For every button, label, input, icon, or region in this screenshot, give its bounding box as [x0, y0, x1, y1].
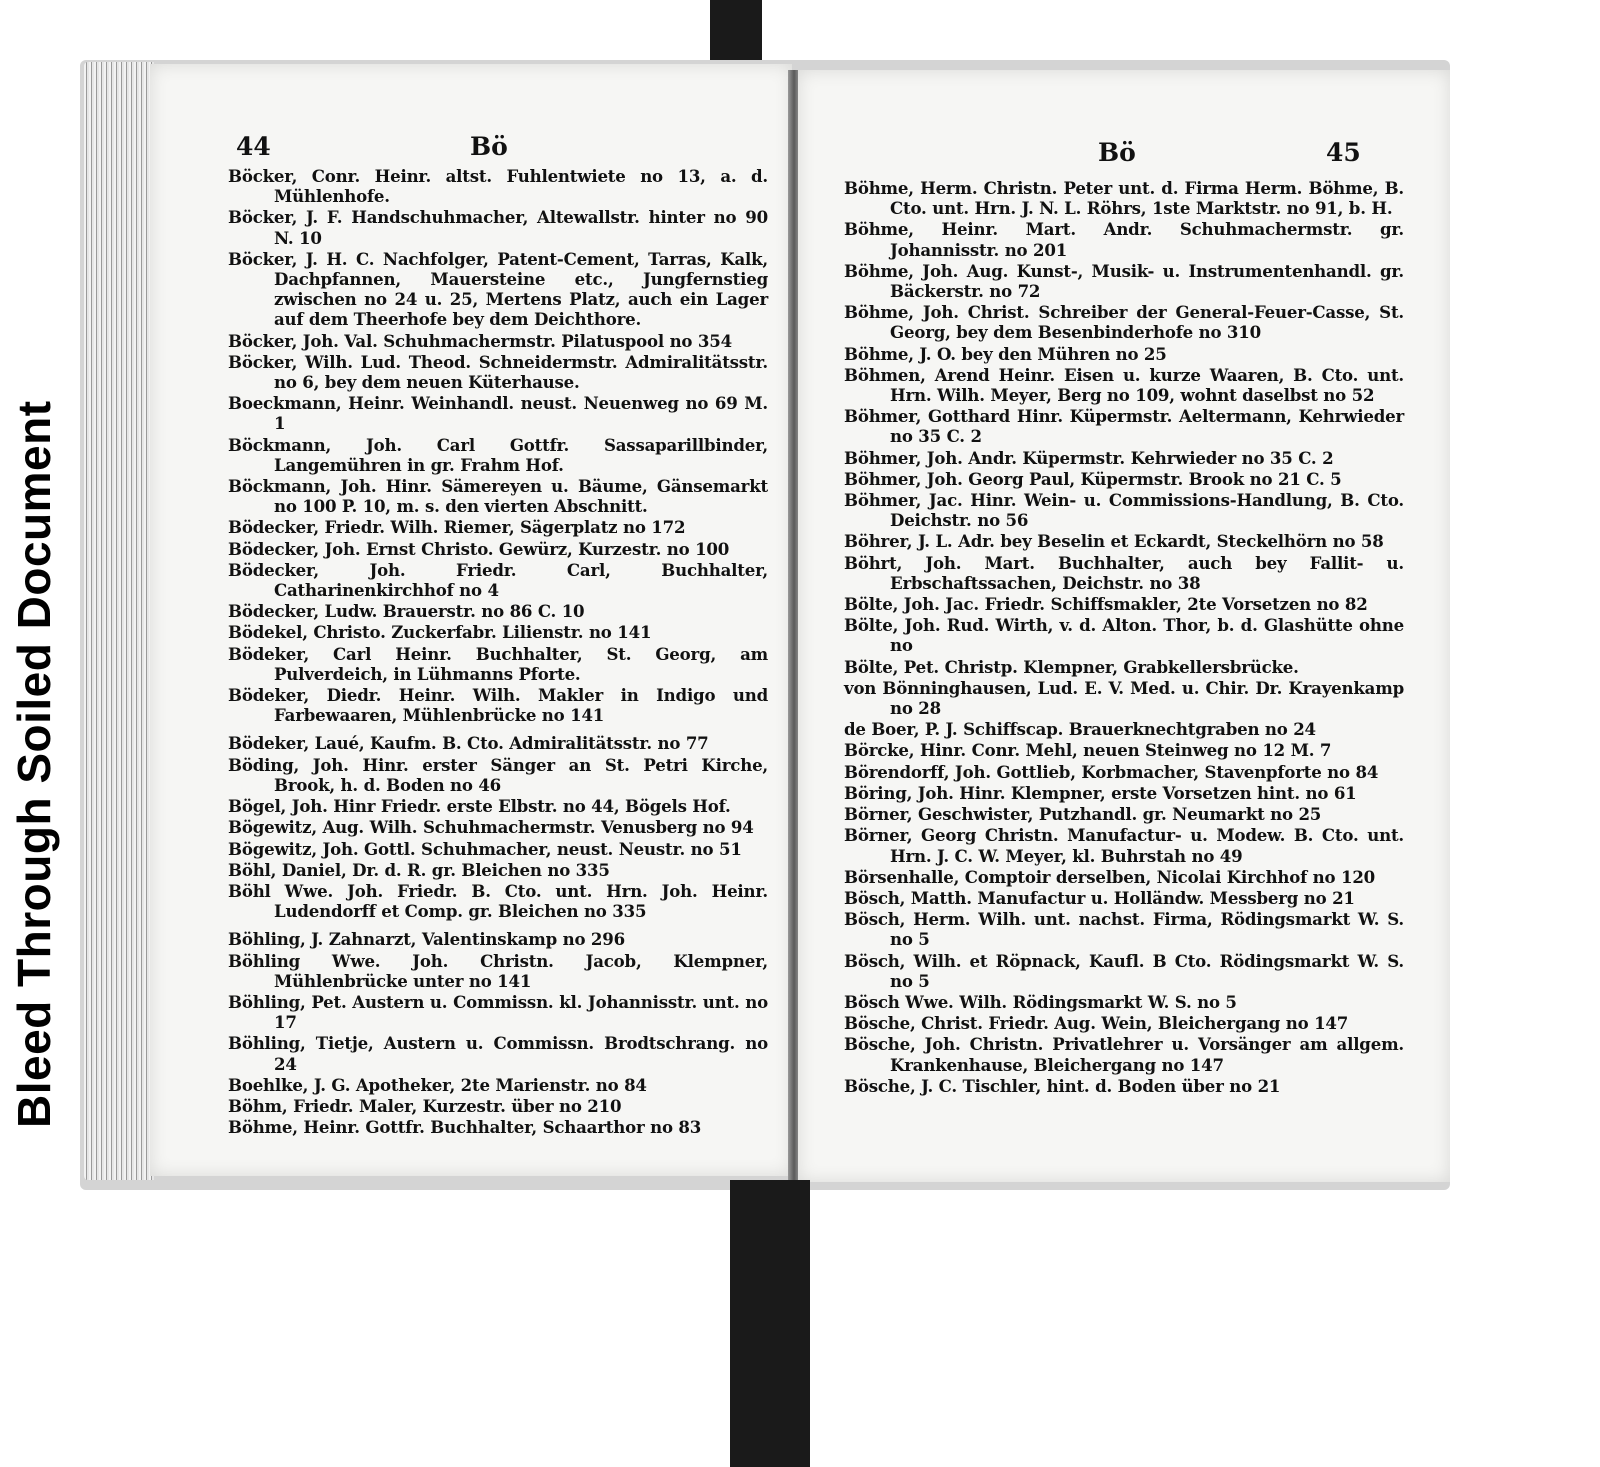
- directory-entry: Böhling, J. Zahnarzt, Valentinskamp no 296: [228, 929, 625, 950]
- directory-entry: Böcker, J. H. C. Nachfolger, Patent-Cement, Tarras, Kalk, Dachpfannen, Mauersteine etc., Jungfernstieg zwischen no 24 u. 25, Mertens Platz, auch ein Lager auf dem Theerhofe bey dem Deichthore.: [228, 248, 768, 330]
- directory-entry: Böhmer, Joh. Georg Paul, Küpermstr. Brook no 21 C. 5: [844, 468, 1342, 489]
- directory-entry: Böhl, Daniel, Dr. d. R. gr. Bleichen no 335: [228, 859, 610, 880]
- directory-entry: de Boer, P. J. Schiffscap. Brauerknechtgraben no 24: [844, 719, 1316, 740]
- directory-entry: Bögewitz, Joh. Gottl. Schuhmacher, neust. Neustr. no 51: [228, 838, 742, 859]
- directory-entry: Böhme, Herm. Christn. Peter unt. d. Firma Herm. Böhme, B. Cto. unt. Hrn. J. N. L. Röhrs, 1ste Marktstr. no 91, b. H.: [844, 178, 1404, 219]
- left-page: [150, 64, 792, 1176]
- directory-entry: Böhmen, Arend Heinr. Eisen u. kurze Waaren, B. Cto. unt. Hrn. Wilh. Meyer, Berg no 109, wohnt daselbst no 52: [844, 364, 1404, 406]
- directory-entry: Böhling Wwe. Joh. Christn. Jacob, Klempner, Mühlenbrücke unter no 141: [228, 950, 768, 991]
- right-page: [798, 70, 1450, 1182]
- directory-entry: Böhme, J. O. bey den Mühren no 25: [844, 343, 1167, 364]
- directory-entries: [228, 166, 768, 1138]
- directory-entry: Böhm, Friedr. Maler, Kurzestr. über no 210: [228, 1095, 622, 1116]
- directory-entry: Böckmann, Joh. Hinr. Sämereyen u. Bäume, Gänsemarkt no 100 P. 10, m. s. den vierten Abschnitt.: [228, 476, 768, 517]
- directory-entry: Böhrer, J. L. Adr. bey Beselin et Eckardt, Steckelhörn no 58: [844, 531, 1384, 552]
- directory-entry: Böhrt, Joh. Mart. Buchhalter, auch bey Fallit- u. Erbschaftssachen, Deichstr. no 38: [844, 552, 1404, 593]
- directory-entry: Böhling, Pet. Austern u. Commissn. kl. Johannisstr. unt. no 17: [228, 991, 768, 1033]
- page-edges: [84, 62, 154, 1180]
- directory-entry: Böcker, Wilh. Lud. Theod. Schneidermstr. Admiralitätsstr. no 6, bey dem neuen Küterhause.: [228, 351, 768, 393]
- directory-entry: Böcker, Joh. Val. Schuhmachermstr. Pilatuspool no 354: [228, 330, 732, 351]
- binding-strap-bottom: [730, 1180, 810, 1467]
- directory-entry: Böhmer, Gotthard Hinr. Küpermstr. Aeltermann, Kehrwieder no 35 C. 2: [844, 406, 1404, 447]
- directory-entry: Bödeker, Diedr. Heinr. Wilh. Makler in Indigo und Farbewaaren, Mühlenbrücke no 141: [228, 685, 768, 726]
- directory-entry: Bösch, Wilh. et Röpnack, Kaufl. B Cto. Rödingsmarkt W. S. no 5: [844, 950, 1404, 991]
- directory-entry: Bölte, Joh. Jac. Friedr. Schiffsmakler, 2te Vorsetzen no 82: [844, 594, 1368, 615]
- directory-entry: Böhling, Tietje, Austern u. Commissn. Brodtschrang. no 24: [228, 1033, 768, 1074]
- directory-entry: von Bönninghausen, Lud. E. V. Med. u. Chir. Dr. Krayenkamp no 28: [844, 677, 1404, 719]
- directory-entry: Bödecker, Joh. Ernst Christo. Gewürz, Kurzestr. no 100: [228, 538, 730, 559]
- directory-entry: Böhme, Heinr. Mart. Andr. Schuhmachermstr. gr. Johannisstr. no 201: [844, 219, 1404, 260]
- directory-entry: Börner, Georg Christn. Manufactur- u. Modew. B. Cto. unt. Hrn. J. C. W. Meyer, kl. Buhrstah no 49: [844, 825, 1404, 866]
- directory-entry: Bödecker, Ludw. Brauerstr. no 86 C. 10: [228, 601, 585, 622]
- directory-entry: Börendorff, Joh. Gottlieb, Korbmacher, Stavenpforte no 84: [844, 761, 1379, 782]
- page-number: 45: [1326, 138, 1361, 167]
- directory-entry: Böhme, Joh. Aug. Kunst-, Musik- u. Instrumentenhandl. gr. Bäckerstr. no 72: [844, 260, 1404, 302]
- directory-entry: Bösch, Herm. Wilh. unt. nachst. Firma, Rödingsmarkt W. S. no 5: [844, 909, 1404, 950]
- directory-entry: Börsenhalle, Comptoir derselben, Nicolai Kirchhof no 120: [844, 866, 1376, 887]
- directory-entry: Böhl Wwe. Joh. Friedr. B. Cto. unt. Hrn. Joh. Heinr. Ludendorff et Comp. gr. Bleichen no 335: [228, 880, 768, 922]
- directory-entry: Böhme, Heinr. Gottfr. Buchhalter, Schaarthor no 83: [228, 1117, 702, 1138]
- directory-entry: Bödecker, Joh. Friedr. Carl, Buchhalter, Catharinenkirchhof no 4: [228, 559, 768, 601]
- directory-entry: Böcker, Conr. Heinr. altst. Fuhlentwiete no 13, a. d. Mühlenhofe.: [228, 166, 768, 207]
- directory-entry: Böckmann, Joh. Carl Gottfr. Sassaparillbinder, Langemühren in gr. Frahm Hof.: [228, 434, 768, 475]
- section-letter: Bö: [470, 132, 508, 161]
- directory-entry: Bödekel, Christo. Zuckerfabr. Lilienstr. no 141: [228, 622, 652, 643]
- directory-entry: Bögel, Joh. Hinr Friedr. erste Elbstr. no 44, Bögels Hof.: [228, 796, 731, 817]
- directory-entry: Böhmer, Jac. Hinr. Wein- u. Commissions-Handlung, B. Cto. Deichstr. no 56: [844, 490, 1404, 531]
- directory-entry: Börner, Geschwister, Putzhandl. gr. Neumarkt no 25: [844, 804, 1322, 825]
- section-letter: Bö: [1098, 138, 1136, 167]
- directory-entry: Börcke, Hinr. Conr. Mehl, neuen Steinweg no 12 M. 7: [844, 740, 1332, 761]
- soiled-document-label: Bleed Through Soiled Document: [8, 400, 60, 1128]
- directory-entry: Bösch Wwe. Wilh. Rödingsmarkt W. S. no 5: [844, 991, 1237, 1012]
- directory-entry: Bösche, Christ. Friedr. Aug. Wein, Bleichergang no 147: [844, 1013, 1349, 1034]
- directory-entries: [844, 178, 1404, 1097]
- directory-entry: Böding, Joh. Hinr. erster Sänger an St. Petri Kirche, Brook, h. d. Boden no 46: [228, 754, 768, 795]
- directory-entry: Bösche, Joh. Christn. Privatlehrer u. Vorsänger am allgem. Krankenhause, Bleichergang no 147: [844, 1034, 1404, 1075]
- directory-entry: Bösche, J. C. Tischler, hint. d. Boden über no 21: [844, 1075, 1281, 1096]
- directory-entry: Bödecker, Friedr. Wilh. Riemer, Sägerplatz no 172: [228, 517, 686, 538]
- directory-entry: Boehlke, J. G. Apotheker, 2te Marienstr. no 84: [228, 1074, 647, 1095]
- directory-entry: Bögewitz, Aug. Wilh. Schuhmachermstr. Venusberg no 94: [228, 817, 754, 838]
- page-number: 44: [236, 132, 271, 161]
- directory-entry: Boeckmann, Heinr. Weinhandl. neust. Neuenweg no 69 M. 1: [228, 393, 768, 434]
- directory-entry: Bölte, Pet. Christp. Klempner, Grabkellersbrücke.: [844, 656, 1299, 677]
- directory-entry: Böcker, J. F. Handschuhmacher, Altewallstr. hinter no 90 N. 10: [228, 207, 768, 248]
- directory-entry: Böhmer, Joh. Andr. Küpermstr. Kehrwieder no 35 C. 2: [844, 447, 1334, 468]
- directory-entry: Böhme, Joh. Christ. Schreiber der General-Feuer-Casse, St. Georg, bey dem Besenbinderhofe no 310: [844, 302, 1404, 343]
- directory-entry: Böring, Joh. Hinr. Klempner, erste Vorsetzen hint. no 61: [844, 782, 1357, 803]
- directory-entry: Bölte, Joh. Rud. Wirth, v. d. Alton. Thor, b. d. Glashütte ohne no: [844, 615, 1404, 656]
- directory-entry: Bödeker, Laué, Kaufm. B. Cto. Admiralitätsstr. no 77: [228, 733, 709, 754]
- directory-entry: Bösch, Matth. Manufactur u. Holländw. Messberg no 21: [844, 887, 1355, 908]
- directory-entry: Bödeker, Carl Heinr. Buchhalter, St. Georg, am Pulverdeich, in Lühmanns Pforte.: [228, 643, 768, 684]
